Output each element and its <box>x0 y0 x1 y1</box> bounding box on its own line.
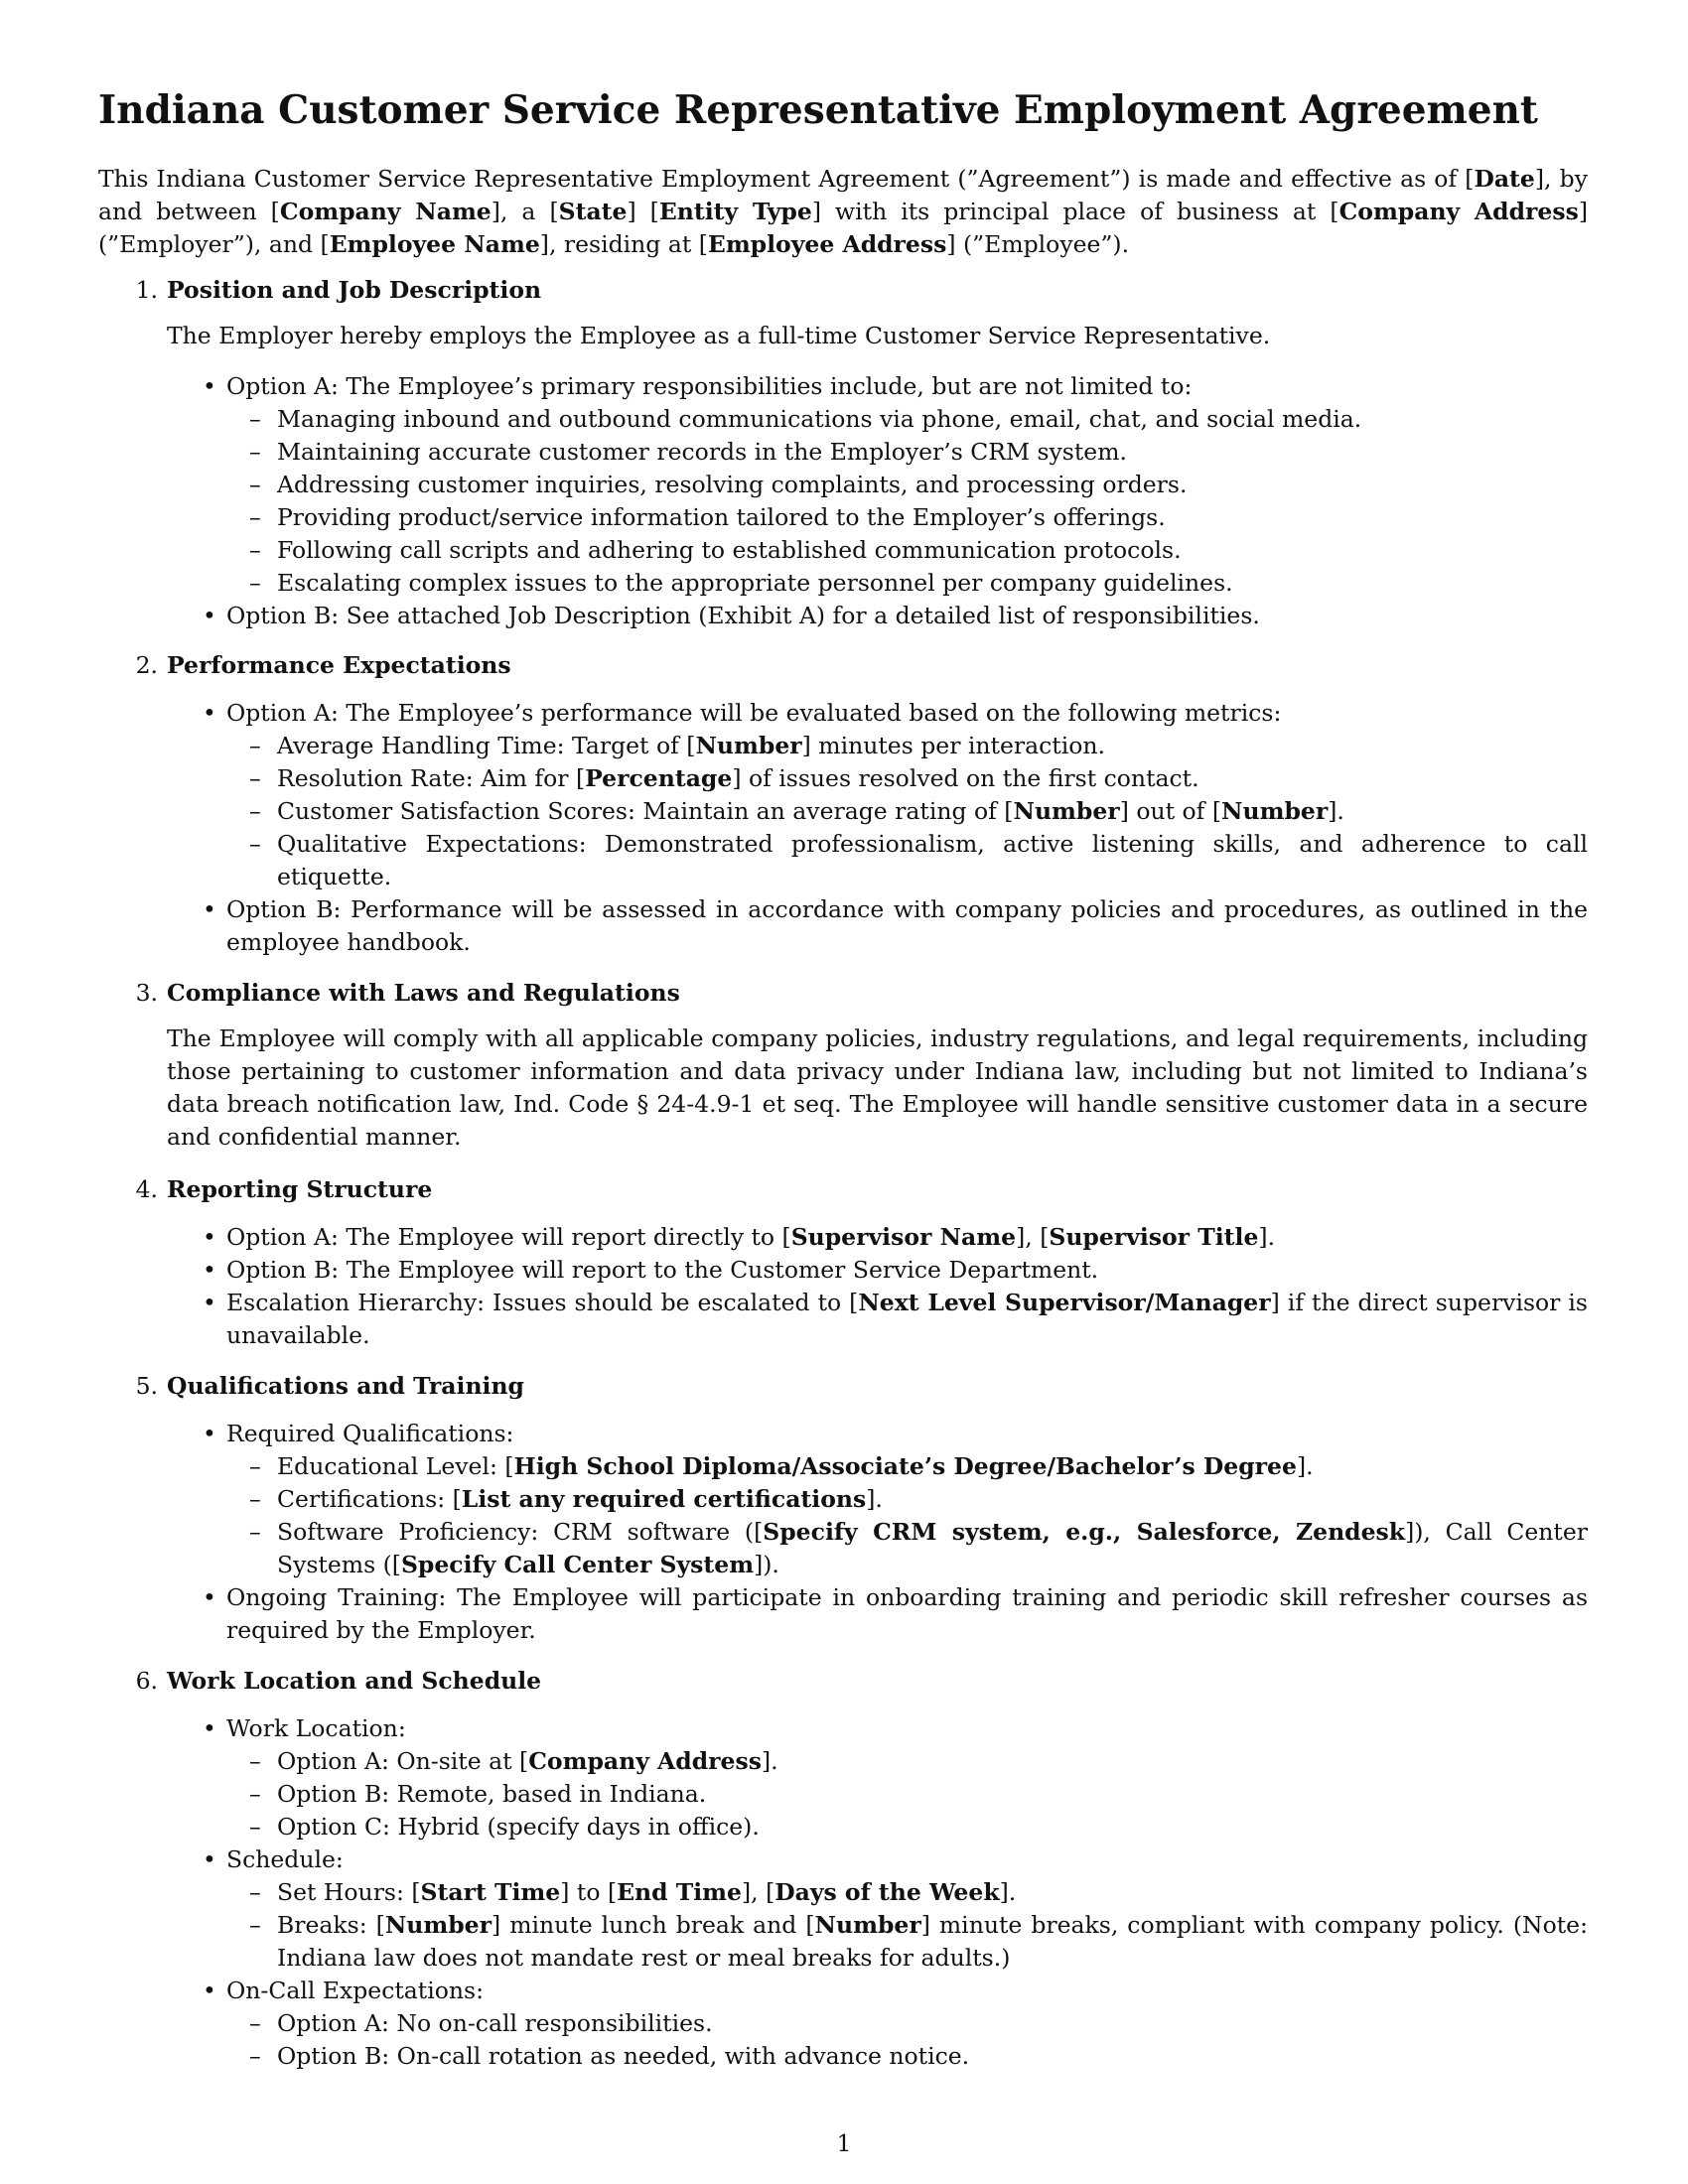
list-item: • Option B: The Employee will report to the Customer Service Department. <box>226 1254 1588 1287</box>
intro-paragraph: This Indiana Customer Service Representative Employment Agreement (”Agreement”) is made and effective as of [Date], by and between [Company Name], a [State] [Entity Type] with its principal place of business at [Company Address] (”Employer”), and [Employee Name], residing at [Employee Address] (”Employee”). <box>98 165 1588 258</box>
company-address-placeholder: Company Address <box>1338 198 1579 225</box>
employee-address-placeholder: Employee Address <box>707 230 947 258</box>
section-heading: 2. Performance Expectations <box>135 651 511 679</box>
list-item: – Maintaining accurate customer records in the Employer’s CRM system. <box>277 436 1588 469</box>
employee-name-placeholder: Employee Name <box>329 230 540 258</box>
list-item: – Software Proficiency: CRM software ([Specify CRM system, e.g., Salesforce, Zendesk]), Call Center Systems ([Specify Call Center System]). <box>277 1516 1588 1581</box>
list-item: • Work Location: – Option A: On-site at [Company Address]. – Option B: Remote, based in Indiana. – Option C: Hybrid (specify days in office). <box>226 1712 1588 1843</box>
list-item: – Option A: No on-call responsibilities. <box>277 2007 1588 2040</box>
list-item: – Customer Satisfaction Scores: Maintain an average rating of [Number] out of [Number]. <box>277 795 1588 828</box>
list-item: – Option B: Remote, based in Indiana. <box>277 1778 1588 1811</box>
section-heading: 6. Work Location and Schedule <box>135 1667 542 1695</box>
section-heading: 1. Position and Job Description <box>135 276 542 304</box>
list-item: – Option C: Hybrid (specify days in office). <box>277 1811 1588 1843</box>
list-item: • Option B: Performance will be assessed in accordance with company policies and procedures, as outlined in the employee handbook. <box>226 893 1588 959</box>
list-item: • On-Call Expectations: – Option A: No on-call responsibilities. – Option B: On-call rotation as needed, with advance notice. <box>226 1975 1588 2073</box>
list-item: – Average Handling Time: Target of [Number] minutes per interaction. <box>277 730 1588 762</box>
section-paragraph: The Employee will comply with all applicable company policies, industry regulations, and legal requirements, including those pertaining to customer information and data privacy under Indiana law, including but not limited to Indiana’s data breach notification law, Ind. Code § 24-4.9-1 et seq. The Employee will handle sensitive customer data in a secure and confidential manner. <box>167 1024 1588 1151</box>
list-item: – Breaks: [Number] minute lunch break and [Number] minute breaks, compliant with company policy. (Note: Indiana law does not mandate rest or meal breaks for adults.) <box>277 1909 1588 1975</box>
list-item: • Option A: The Employee will report directly to [Supervisor Name], [Supervisor Title]. <box>226 1221 1588 1254</box>
list-item: • Ongoing Training: The Employee will participate in onboarding training and periodic skill refresher courses as required by the Employer. <box>226 1581 1588 1647</box>
date-placeholder: Date <box>1474 165 1535 193</box>
list-item: – Set Hours: [Start Time] to [End Time], [Days of the Week]. <box>277 1876 1588 1909</box>
list-item: – Educational Level: [High School Diploma/Associate’s Degree/Bachelor’s Degree]. <box>277 1450 1588 1483</box>
entity-type-placeholder: Entity Type <box>658 198 812 225</box>
section-qualifications <box>98 1372 1588 1647</box>
company-name-placeholder: Company Name <box>279 198 492 225</box>
section-heading: 5. Qualifications and Training <box>135 1372 524 1400</box>
section-position <box>98 276 1588 632</box>
section-heading: 3. Compliance with Laws and Regulations <box>135 979 680 1007</box>
list-item: – Option B: On-call rotation as needed, with advance notice. <box>277 2040 1588 2073</box>
list-item: – Certifications: [List any required certifications]. <box>277 1483 1588 1516</box>
list-item: – Resolution Rate: Aim for [Percentage] of issues resolved on the first contact. <box>277 762 1588 795</box>
list-item: – Providing product/service information tailored to the Employer’s offerings. <box>277 501 1588 534</box>
list-item: • Option A: The Employee’s primary responsibilities include, but are not limited to: – Managing inbound and outbound communications via phone, email, chat, and social media. – Maintaining accurate customer records in the Employer’s CRM system. – Addressing customer inquiries, resolving complaints, and processing orders. – Providing product/service information tailored to the Employer’s offerings. – Following call scripts and adhering to established communication protocols. – Escalating complex issues to the appropriate personnel per company guidelines. <box>226 370 1588 600</box>
list-item: – Managing inbound and outbound communications via phone, email, chat, and social media. <box>277 403 1588 436</box>
section-performance <box>98 651 1588 959</box>
state-placeholder: State <box>558 198 628 225</box>
section-work-location <box>98 1667 1588 2073</box>
section-heading: 4. Reporting Structure <box>135 1175 433 1203</box>
list-item: – Following call scripts and adhering to established communication protocols. <box>277 534 1588 567</box>
list-item: • Escalation Hierarchy: Issues should be escalated to [Next Level Supervisor/Manager] if the direct supervisor is unavailable. <box>226 1287 1588 1352</box>
document-title: Indiana Customer Service Representative Employment Agreement <box>98 87 1538 133</box>
page-number: 1 <box>836 2129 852 2157</box>
list-item: • Option A: The Employee’s performance will be evaluated based on the following metrics: – Average Handling Time: Target of [Number] minutes per interaction. – Resolution Rate: Aim for [Percentage] of issues resolved on the first contact. – Customer Satisfaction Scores: Maintain an average rating of [Number] out of [Number]. – Qualitative Expectations: Demonstrated professionalism, active listening skills, and adherence to call etiquette. <box>226 697 1588 893</box>
section-reporting <box>98 1175 1588 1352</box>
section-paragraph: The Employer hereby employs the Employee as a full-time Customer Service Representative. <box>167 322 1271 349</box>
list-item: – Option A: On-site at [Company Address]. <box>277 1745 1588 1778</box>
list-item: – Qualitative Expectations: Demonstrated professionalism, active listening skills, and adherence to call etiquette. <box>277 828 1588 893</box>
list-item: • Required Qualifications: – Educational Level: [High School Diploma/Associate’s Degree/Bachelor’s Degree]. – Certifications: [List any required certifications]. – Software Proficiency: CRM software ([Specify CRM system, e.g., Salesforce, Zendesk]), Call Center Systems ([Specify Call Center System]). <box>226 1418 1588 1581</box>
list-item: – Addressing customer inquiries, resolving complaints, and processing orders. <box>277 469 1588 501</box>
list-item: – Escalating complex issues to the appropriate personnel per company guidelines. <box>277 567 1588 600</box>
list-item: • Schedule: – Set Hours: [Start Time] to [End Time], [Days of the Week]. – Breaks: [Number] minute lunch break and [Number] minute breaks, compliant with company policy. (Note: Indiana law does not mandate rest or meal breaks for adults.) <box>226 1843 1588 1975</box>
list-item: • Option B: See attached Job Description (Exhibit A) for a detailed list of responsibilities. <box>226 600 1588 632</box>
section-compliance <box>98 979 1588 1154</box>
